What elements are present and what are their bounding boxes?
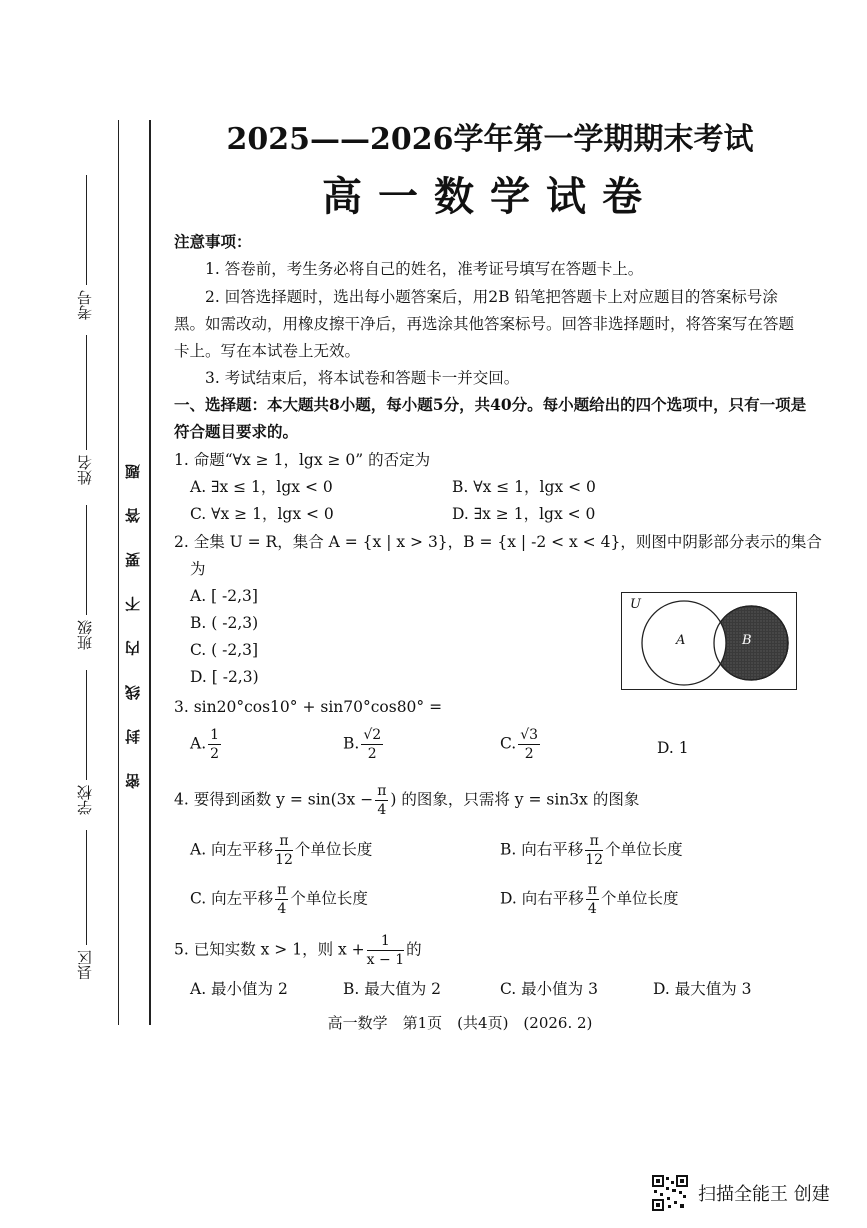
q4-stem-a: 4. 要得到函数 y = sin(3x − [174, 790, 374, 809]
q4-d-num: π [587, 882, 597, 898]
q4-option-a [190, 832, 372, 869]
scanner-watermark: 扫描全能王 创建 [698, 1184, 830, 1205]
q2-option-c: C. ( -2,3] [190, 641, 259, 659]
q3-option-a [190, 726, 223, 763]
q4-stem-fraction [375, 782, 388, 819]
q4-option-d [500, 881, 678, 918]
q1-option-c: C. ∀x ≥ 1，lgx < 0 [190, 505, 334, 523]
q4-option-b [500, 832, 683, 869]
section-heading: 一、选择题：本大题共8小题，每小题5分，共40分。每小题给出的四个选项中，只有一项是 [174, 395, 807, 414]
q5-stem [174, 932, 422, 969]
name-blank [86, 335, 87, 450]
venn-u-label: U [630, 597, 641, 612]
q5-stem-num: 1 [367, 932, 404, 951]
q4-c-unit: 个单位长度 [290, 889, 368, 908]
q1-option-b: B. ∀x ≤ 1，lgx < 0 [452, 478, 596, 496]
paper-title: 高一数学试卷 [322, 173, 658, 220]
notice-item-2-end: 卡上。写在本试卷上无效。 [174, 342, 361, 360]
q1-option-d: D. ∃x ≥ 1，lgx < 0 [452, 505, 596, 523]
notice-item-3: 3. 考试结束后，将本试卷和答题卡一并交回。 [205, 369, 520, 387]
q3-b-den: 2 [367, 746, 377, 762]
q4-c-den: 4 [277, 901, 287, 917]
venn-b-label: B [742, 633, 752, 648]
q4-d-fraction [586, 881, 599, 918]
q5-stem-den: x − 1 [366, 952, 405, 968]
q4-stem-den: 4 [377, 802, 387, 818]
q3-b-label: B. [343, 734, 360, 753]
q2-stem: 2. 全集 U = R，集合 A = {x | x > 3}，B = {x | -2 < x < 4}，则图中阴影部分表示的集合 [174, 533, 822, 551]
venn-a-label: A [676, 633, 686, 648]
q3-b-num: √2 [363, 727, 382, 743]
q2-option-d: D. [ -2,3) [190, 668, 259, 686]
q4-c-num: π [277, 882, 287, 898]
q5-stem-b: 的 [406, 940, 422, 959]
venn-diagram [621, 592, 797, 690]
q3-c-fraction [518, 726, 540, 763]
q4-stem-num: π [377, 783, 387, 799]
district-label: 县区 [76, 950, 94, 980]
q5-option-b: B. 最大值为 2 [343, 980, 442, 998]
q4-c-fraction [275, 881, 288, 918]
q4-b-unit: 个单位长度 [605, 840, 683, 859]
q3-c-num: √3 [520, 727, 539, 743]
q3-stem: 3. sin20°cos10° + sin70°cos80° = [174, 698, 443, 716]
q4-a-num: π [275, 832, 293, 851]
q4-b-fraction [585, 832, 603, 869]
page-footer: 高一数学 第1页 (共4页) (2026. 2) [327, 1014, 593, 1032]
q4-stem [174, 782, 639, 819]
class-blank [86, 505, 87, 615]
q3-c-den: 2 [524, 746, 534, 762]
q4-a-text: A. 向左平移 [190, 840, 274, 859]
q1-option-a: A. ∃x ≤ 1，lgx < 0 [190, 478, 333, 496]
q4-b-text: B. 向右平移 [500, 840, 584, 859]
q5-stem-a: 5. 已知实数 x > 1，则 x + [174, 940, 365, 959]
q1-stem: 1. 命题“∀x ≥ 1，lgx ≥ 0” 的否定为 [174, 451, 431, 469]
q3-b-fraction [361, 726, 383, 763]
q3-option-d: D. 1 [657, 739, 689, 757]
school-blank [86, 670, 87, 780]
q2-stem-cont: 为 [190, 560, 206, 578]
exam-number-blank [86, 175, 87, 285]
q3-a-fraction [208, 726, 221, 763]
q2-option-b: B. ( -2,3) [190, 614, 259, 632]
name-label: 姓名 [76, 455, 94, 485]
q4-stem-b: ) 的图象，只需将 y = sin3x 的图象 [390, 790, 640, 809]
q5-option-a: A. 最小值为 2 [190, 980, 288, 998]
q4-b-num: π [585, 832, 603, 851]
class-label: 班级 [76, 620, 94, 650]
q4-b-den: 12 [585, 852, 604, 868]
q4-a-den: 12 [275, 852, 293, 868]
notice-heading: 注意事项： [174, 232, 252, 251]
q3-a-num: 1 [210, 727, 220, 743]
q3-a-den: 2 [210, 746, 220, 762]
q3-option-c [500, 726, 542, 763]
q5-option-c: C. 最小值为 3 [500, 980, 598, 998]
q4-d-unit: 个单位长度 [600, 889, 679, 908]
q2-option-a: A. [ -2,3] [190, 587, 258, 605]
q5-stem-fraction [367, 932, 404, 969]
q4-c-text: C. 向左平移 [190, 889, 274, 908]
notice-item-2: 2. 回答选择题时，选出每小题答案后，用2B 铅笔把答题卡上对应题目的答案标号涂 [205, 288, 778, 306]
notice-item-1: 1. 答卷前，考生务必将自己的姓名，准考证号填写在答题卡上。 [205, 260, 644, 278]
exam-number-label: 考号 [76, 290, 94, 320]
binding-line-outer [118, 120, 119, 1025]
venn-svg [622, 593, 796, 689]
q5-option-d: D. 最大值为 3 [653, 980, 752, 998]
q3-c-label: C. [500, 734, 517, 753]
q4-d-text: D. 向右平移 [500, 889, 584, 908]
exam-title: 2025——2026学年第一学期期末考试 [226, 122, 754, 157]
binding-line-inner [149, 120, 151, 1025]
q3-option-b [343, 726, 385, 763]
q4-d-den: 4 [587, 901, 597, 917]
q3-a-label: A. [190, 734, 207, 753]
q4-a-unit: 个单位长度 [294, 840, 373, 859]
district-blank [86, 830, 87, 945]
seal-line-notice: 密 封 线 内 不 要 答 题 [124, 452, 142, 789]
q4-option-c [190, 881, 368, 918]
school-label: 学校 [76, 785, 94, 815]
q4-a-fraction [275, 832, 293, 869]
qr-code-icon [652, 1175, 688, 1211]
notice-item-2-cont: 黑。如需改动，用橡皮擦干净后，再选涂其他答案标号。回答非选择题时，将答案写在答题 [174, 315, 795, 333]
section-heading-cont: 符合题目要求的。 [174, 422, 299, 441]
